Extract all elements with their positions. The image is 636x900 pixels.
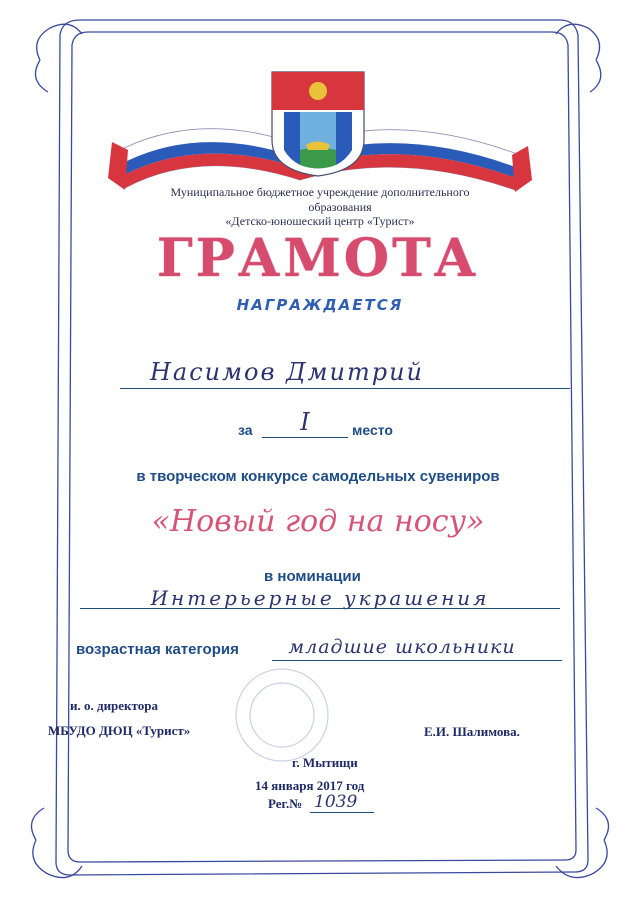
stamp <box>236 669 328 761</box>
contest-name: «Новый год на носу» <box>151 504 485 539</box>
flourish-top-left <box>36 24 83 92</box>
age-category-underline <box>272 660 562 661</box>
org-line-2: образования <box>308 200 372 214</box>
signatory-name: Е.И. Шалимова. <box>424 724 520 739</box>
signatory-title-line1: и. о. директора <box>70 698 158 713</box>
certificate-title: ГРАМОТА <box>156 228 480 289</box>
org-line-3: «Детско-юношеский центр «Турист» <box>225 214 415 228</box>
place-underline <box>262 437 348 438</box>
place-prefix: за <box>238 422 253 438</box>
date: 14 января 2017 год <box>255 778 365 793</box>
place-suffix: место <box>352 422 393 438</box>
recipient-name: Насимов Дмитрий <box>150 358 424 386</box>
nomination-underline <box>80 608 560 609</box>
awarded-label: НАГРАЖДАЕТСЯ <box>236 296 404 314</box>
signatory-title-line2: МБУДО ДЮЦ «Турист» <box>48 723 191 738</box>
nomination-value: Интерьерные украшения <box>150 586 490 610</box>
flourish-bottom-right <box>556 808 609 878</box>
coat-of-arms <box>272 72 364 176</box>
org-line-1: Муниципальное бюджетное учреждение дополнительного <box>170 185 470 199</box>
nomination-label: в номинации <box>264 568 361 585</box>
reg-label: Рег.№ <box>268 796 303 811</box>
contest-intro: в творческом конкурсе самодельных сувениров <box>136 468 500 485</box>
age-category-value: младшие школьники <box>288 636 516 658</box>
recipient-underline <box>120 388 570 389</box>
reg-underline <box>310 812 374 813</box>
age-category-label: возрастная категория <box>76 641 239 658</box>
city: г. Мытищи <box>292 755 358 770</box>
place-value: I <box>300 408 310 436</box>
reg-number: 1039 <box>314 792 358 812</box>
